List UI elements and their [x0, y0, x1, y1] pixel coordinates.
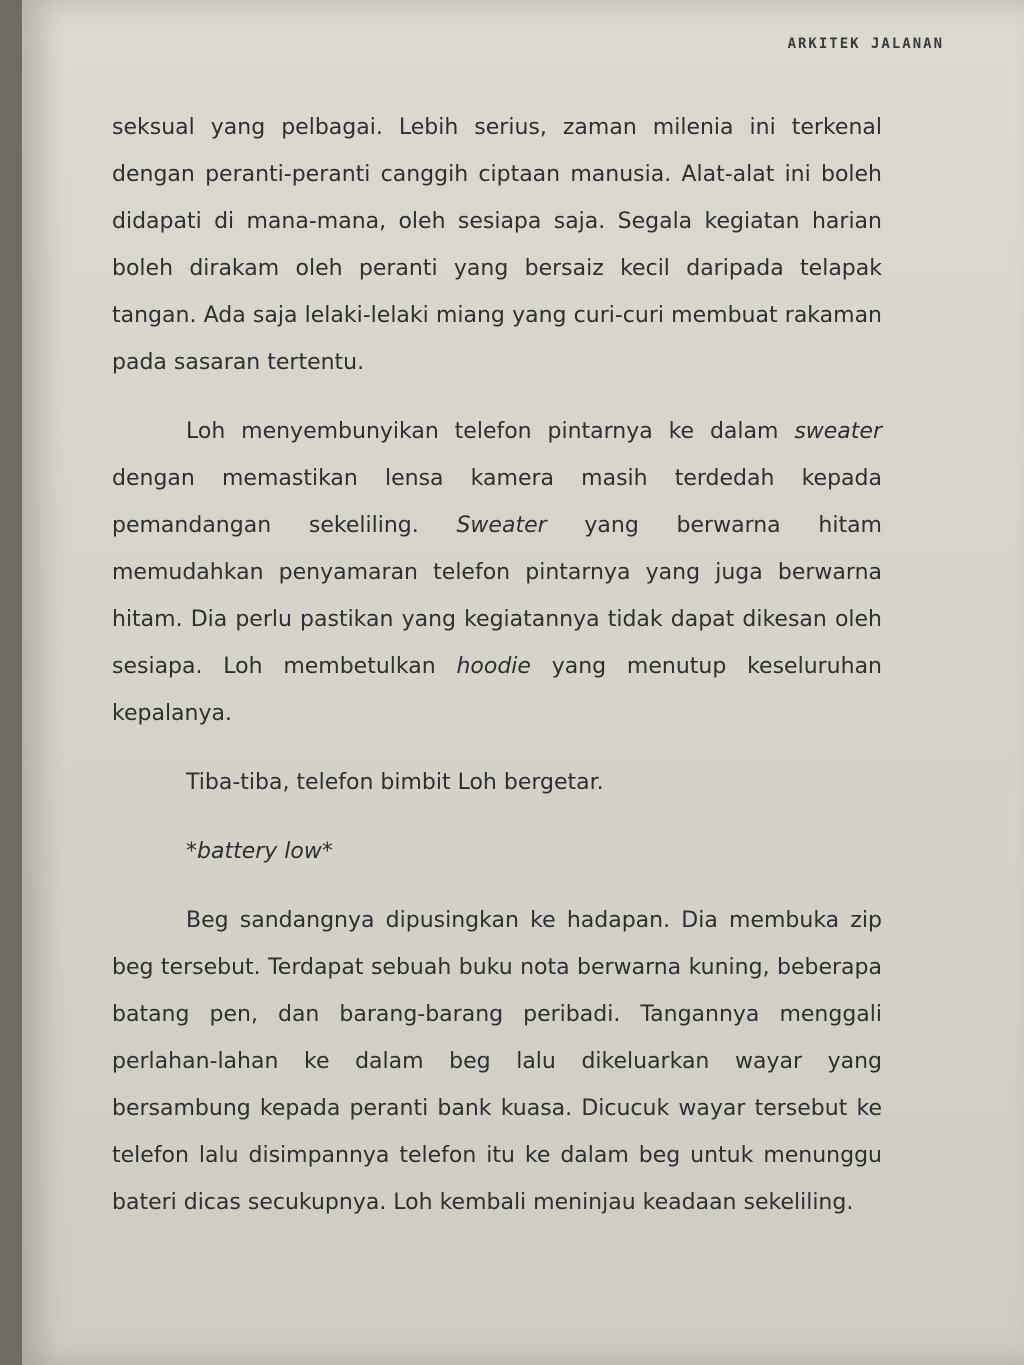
paragraph-2-part-e: yang berwarna hitam memudahkan penyamaran telefon pintarnya yang juga berwarna hitam. Dia perlu pastikan yang kegiatannya tidak dapat dikesan oleh sesiapa. Loh membetulkan: [112, 513, 882, 679]
paragraph-2-part-c: dengan memastikan lensa kamera masih terdedah kepada pemandangan sekeliling.: [112, 466, 882, 538]
paragraph-2-italic-sweater: sweater: [794, 419, 882, 444]
paragraph-3: Tiba-tiba, telefon bimbit Loh bergetar.: [186, 770, 604, 795]
paragraph-2-part-g: yang menutup keseluruhan kepalanya.: [112, 654, 882, 726]
paragraph-4-italic: *battery low*: [186, 839, 333, 864]
paragraph-2-italic-sweater-cap: Sweater: [456, 513, 547, 538]
paragraph-2-italic-hoodie: hoodie: [456, 654, 531, 679]
running-header: ARKITEK JALANAN: [787, 36, 944, 52]
paragraph-1: seksual yang pelbagai. Lebih serius, zaman milenia ini terkenal dengan peranti-peranti canggih ciptaan manusia. Alat-alat ini boleh didapati di mana-mana, oleh sesiapa saja. Segala kegiatan harian boleh dirakam oleh peranti yang bersaiz kecil daripada telapak tangan. Ada saja lelaki-lelaki miang yang curi-curi membuat rakaman pada sasaran tertentu.: [112, 115, 882, 375]
paragraph-2: [112, 408, 882, 737]
body-text: [112, 104, 882, 1226]
paragraph-4: [112, 828, 882, 875]
paragraph-5: Beg sandangnya dipusingkan ke hadapan. Dia membuka zip beg tersebut. Terdapat sebuah buku nota berwarna kuning, beberapa batang pen, dan barang-barang peribadi. Tangannya menggali perlahan-lahan ke dalam beg lalu dikeluarkan wayar yang bersambung kepada peranti bank kuasa. Dicucuk wayar tersebut ke telefon lalu disimpannya telefon itu ke dalam beg untuk menunggu bateri dicas secukupnya. Loh kembali meninjau keadaan sekeliling.: [112, 908, 882, 1215]
book-page: [22, 0, 1024, 1365]
paragraph-2-part-a: Loh menyembunyikan telefon pintarnya ke dalam: [186, 419, 795, 444]
